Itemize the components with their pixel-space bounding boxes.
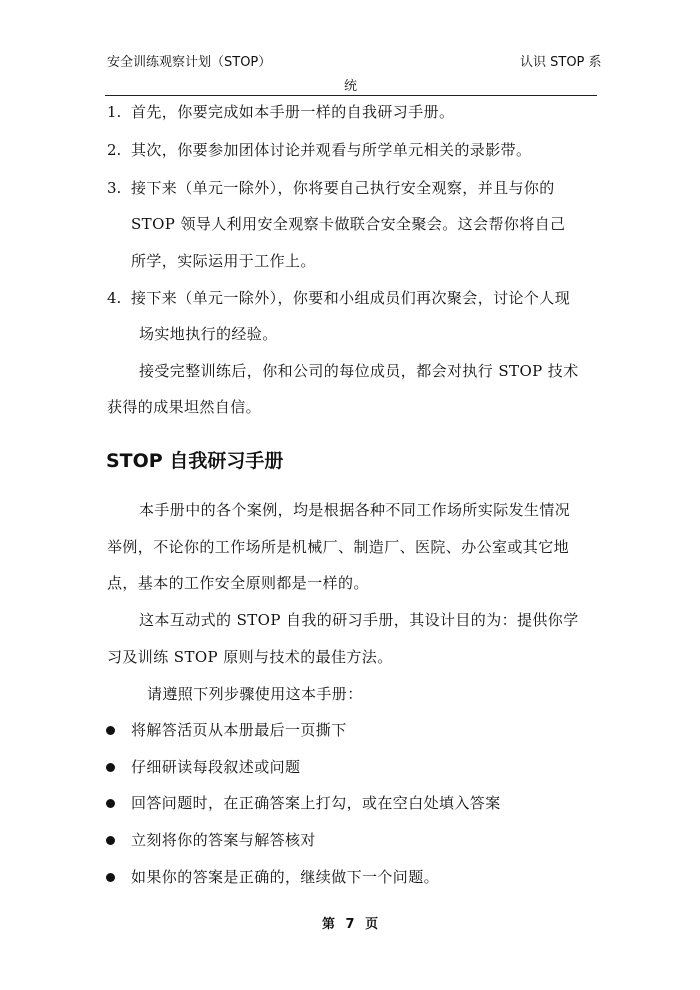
bullet-dot xyxy=(106,726,115,735)
page-number: 第 7 页 xyxy=(322,917,379,932)
bullet-dot xyxy=(106,873,115,882)
header-document-title: 安全训练观察计划（STOP） xyxy=(107,55,272,70)
step-text: 首先，你要完成如本手册一样的自我研习手册。 xyxy=(131,103,455,121)
step-text: 接下来（单元一除外），你要和小组成员们再次聚会，讨论个人现 xyxy=(131,289,571,307)
bullet-text: 立刻将你的答案与解答核对 xyxy=(131,831,316,849)
header-section-title-wrap: 统 xyxy=(344,79,358,94)
step-text: 其次，你要参加团体讨论并观看与所学单元相关的录影带。 xyxy=(131,141,532,159)
paragraph-line: 习及训练 STOP 原则与技术的最佳方法。 xyxy=(107,648,393,666)
paragraph-line: 点，基本的工作安全原则都是一样的。 xyxy=(107,574,369,592)
step-number: 2. xyxy=(107,141,122,159)
step-text: STOP 领导人利用安全观察卡做联合安全聚会。这会帮你将自己 xyxy=(131,215,566,233)
section-heading: STOP 自我研习手册 xyxy=(106,450,284,472)
bullet-text: 将解答活页从本册最后一页撕下 xyxy=(131,721,347,739)
bullet-dot xyxy=(106,836,115,845)
paragraph-line: 获得的成果坦然自信。 xyxy=(107,398,262,416)
paragraph-line: 接受完整训练后，你和公司的每位成员，都会对执行 STOP 技术 xyxy=(139,362,579,380)
step-text: 接下来（单元一除外），你将要自己执行安全观察，并且与你的 xyxy=(131,179,555,197)
step-number: 3. xyxy=(107,179,122,197)
bullet-text: 仔细研读每段叙述或问题 xyxy=(131,758,301,776)
step-text: 场实地执行的经验。 xyxy=(139,325,278,343)
bullet-dot xyxy=(106,799,115,808)
step-text: 所学，实际运用于工作上。 xyxy=(131,252,316,270)
bullet-text: 如果你的答案是正确的，继续做下一个问题。 xyxy=(131,868,440,886)
step-number: 1. xyxy=(107,103,122,121)
bullet-dot xyxy=(106,763,115,772)
paragraph-line: 本手册中的各个案例，均是根据各种不同工作场所实际发生情况 xyxy=(139,501,571,519)
instructions-intro: 请遵照下列步骤使用这本手册： xyxy=(147,685,363,703)
paragraph-line: 举例，不论你的工作场所是机械厂、制造厂、医院、办公室或其它地 xyxy=(107,538,570,556)
bullet-text: 回答问题时，在正确答案上打勾，或在空白处填入答案 xyxy=(131,794,501,812)
step-number: 4. xyxy=(107,289,122,307)
header-divider xyxy=(105,95,597,96)
header-section-title: 认识 STOP 系 xyxy=(520,55,602,70)
paragraph-line: 这本互动式的 STOP 自我的研习手册，其设计目的为：提供你学 xyxy=(139,611,579,629)
